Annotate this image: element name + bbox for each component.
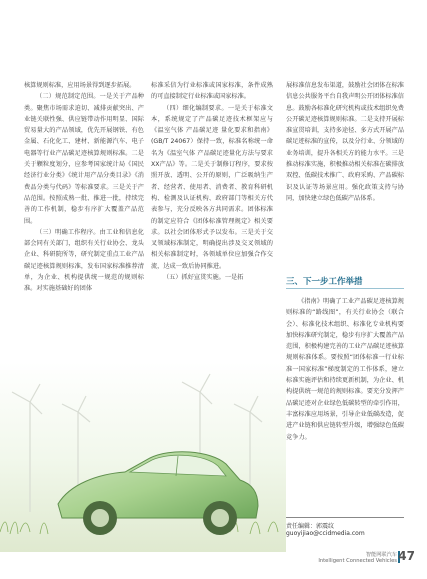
editor-email: guoyijiao@ccidmedia.com	[286, 530, 365, 537]
paragraph: （五）抓好宣贯实施。一是拓	[163, 274, 244, 282]
section-divider	[286, 288, 404, 289]
page-number: 47	[398, 549, 415, 563]
editor-label: 责任编辑：郭震纹	[286, 517, 404, 530]
section-heading: 三、下一步工作举措	[286, 277, 363, 287]
paragraph: （三）明确工作程序。由工业和信息化部会同有关部门，组织有关行业协会、龙头企业、科研院所等，研究制定重点工业产品碳足迹核算规则标准，发布国家标准推荐清单，为企业、机构提供统一规范的规则标准。对实施基础好的团体	[24, 228, 144, 293]
magazine-name-zh: 智能网联汽车	[365, 552, 397, 558]
magazine-name	[318, 552, 397, 564]
column-right-lower	[286, 296, 404, 443]
magazine-name-en: Intelligent Connected Vehicles	[318, 558, 397, 564]
paragraph: 核算规则标准，应用场景得到逐步拓展。	[24, 82, 136, 89]
paragraph: 《指南》明确了工业产品碳足迹核算规则标准的“路线图”，有关行业协会（联合会）、标准化技术组织、标准化专业机构要加快标准研究制定，稳步有序扩大覆盖产品范围，积极构建完善的工业产品碳足迹核算规则标准体系。要按照“团体标准一行业标准一国家标准”梯度制定的工作体系，建立标准实施评估和持续更新机制，为企业、机构提供统一规范的规则标准。要充分发挥产品碳足迹对企业绿色低碳转型的牵引作用，丰富标准应用场景，引导企业低碳改造，促进产业链和供应链转型升级，增强绿色低碳竞争力。	[286, 298, 404, 441]
paragraph: 标准采信为行业标准或国家标准，条件成熟的可直接制定行业标准或国家标准。	[151, 82, 273, 101]
column-middle	[151, 80, 273, 283]
paragraph: （四）细化编制要求。一是关于标准文本，系统规定了产品碳足迹技术框架应与《温室气体 产品碳足迹 量化要求和指南》(GB/T 24067）保持一致，标准名称统一命名为《温室气体 产品碳足迹量化方法与要求 XX产品》等。二是关于制修订程序，要求按照开放、透明、公开的原则，广泛吸纳生产者、经营者、使用者、消费者、教育科研机构、检测及认证机构、政府部门等相关方代表参与，充分反映各方共同需求。团体标准的制定应符合《团体标准管理规定》相关要求。以社会团体形式予以发布。三是关于交叉领域标准制定，明确提出涉及交叉领域的相关标准制定时，各领域单位应加强合作交流，达成一致后协同推进。	[151, 104, 273, 270]
green-car-illustration	[0, 362, 286, 552]
paragraph: 展标准信息发布渠道，鼓励社会团体在标准信息公共服务平台自我声明公开团体标准信息。鼓励各标准化研究机构或技术组织免费公开碳足迹核算规则标准。二是支持开展标准宣贯培训，支持多途径、多方式开展产品碳足迹标准的宣传，以及分行业、分领域的业务培训，提升各相关方的能力水平。三是推动标准实施，积极推动相关标准在碳排放双控、低碳技术推广、政府采购、产品碳标识及认证等场景应用。强化政策支持与协同，加快建立绿色低碳产品体系。	[286, 82, 404, 202]
car-turbine-image	[0, 362, 286, 552]
editor-credit	[286, 517, 404, 537]
paragraph: （二）规范制定范围。一是关于产品种类。聚焦市场需求迫切、减排贡献突出、产业链关联性强、供应链带动作用明显、国际贸易量大的产品领域，优先开展钢铁、有色金属、石化化工、建材、新能源汽车、电子电器等行业产品碳足迹核算规则标准。二是关于颗粒度划分，应参考国家统计局《国民经济行业分类》《统计用产品分类目录》《消费品分类与代码》等标准要求。三是关于产品范围。按照成熟一批、推进一批，持续完善的工作机制，稳步有序扩大覆盖产品范围。	[24, 93, 144, 225]
column-right	[286, 80, 404, 204]
column-left	[24, 80, 144, 295]
